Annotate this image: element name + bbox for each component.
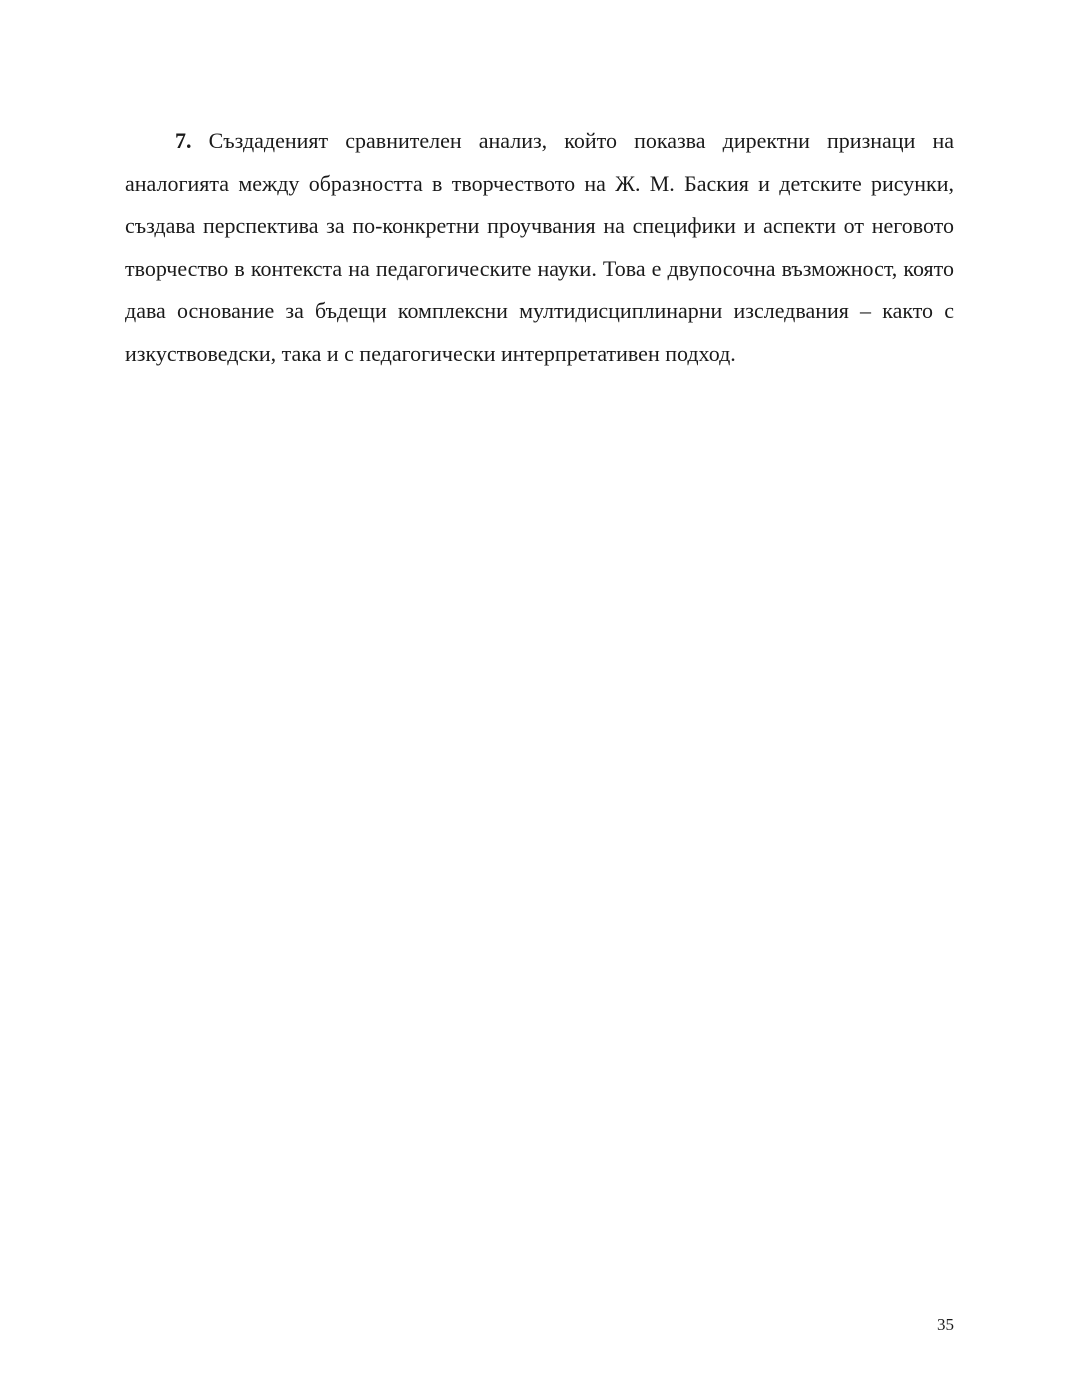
item-number: 7. <box>175 128 192 153</box>
page-number: 35 <box>937 1315 954 1334</box>
paragraph-text: Създаденият сравнителен анализ, който показва директни признаци на аналогията между образността в творчеството на Ж. М. Баския и детските рисунки, създава перспектива за по-конкретни проучвания на специфики и аспекти от неговото творчество в контекста на педагогическите науки. Това е двупосочна възможност, която дава основание за бъдещи комплексни мултидисциплинарни изследвания – както с изкуствоведски, така и с педагогически интерпретативен подход. <box>125 128 955 366</box>
conclusion-paragraph <box>125 120 954 375</box>
